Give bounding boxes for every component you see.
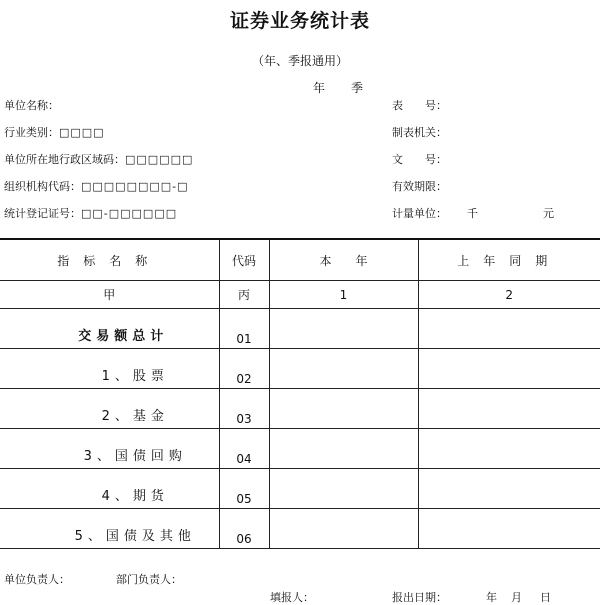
header-name: 指标名称 bbox=[0, 239, 219, 281]
region-label: 单位所在地行政区域码： bbox=[4, 153, 125, 166]
org-code-label: 组织机构代码： bbox=[4, 180, 81, 193]
row-code: 05 bbox=[219, 469, 269, 509]
report-date-label: 报出日期： bbox=[392, 591, 447, 604]
stat-reg-boxes: □□-□□□□□□ bbox=[81, 207, 178, 220]
form-title: 证券业务统计表 bbox=[229, 10, 370, 32]
org-code-boxes: □□□□□□□□-□ bbox=[81, 180, 189, 193]
valid-period-label: 有效期限： bbox=[392, 180, 447, 193]
measure-unit-thousand: 千 bbox=[467, 207, 478, 220]
cell-last-year[interactable] bbox=[418, 429, 600, 469]
row-code: 02 bbox=[219, 349, 269, 389]
industry-boxes: □□□□ bbox=[59, 126, 105, 139]
row-name: 交易额总计 bbox=[0, 309, 219, 349]
dept-head-label: 部门负责人： bbox=[116, 573, 182, 586]
row-code: 03 bbox=[219, 389, 269, 429]
row-code: 04 bbox=[219, 429, 269, 469]
report-month: 月 bbox=[511, 591, 522, 604]
issuer-label: 制表机关： bbox=[392, 126, 447, 139]
header-last-year: 上年同期 bbox=[418, 239, 600, 281]
row-code: 01 bbox=[219, 309, 269, 349]
unit-name-label: 单位名称： bbox=[4, 99, 59, 112]
period-year: 年 bbox=[313, 81, 326, 95]
doc-no-label: 文 号： bbox=[392, 153, 447, 166]
cell-last-year[interactable] bbox=[418, 309, 600, 349]
cell-this-year[interactable] bbox=[269, 509, 418, 549]
subheader-code: 丙 bbox=[219, 281, 269, 309]
cell-last-year[interactable] bbox=[418, 509, 600, 549]
header-this-year: 本 年 bbox=[269, 239, 418, 281]
stat-reg-label: 统计登记证号： bbox=[4, 207, 81, 220]
cell-last-year[interactable] bbox=[418, 469, 600, 509]
table-row bbox=[0, 309, 600, 349]
form-subtitle: （年、季报通用） bbox=[251, 54, 348, 68]
stats-table bbox=[0, 238, 600, 549]
table-row bbox=[0, 469, 600, 509]
table-no-label: 表 号： bbox=[392, 99, 447, 112]
cell-last-year[interactable] bbox=[418, 389, 600, 429]
row-name: 2、基金 bbox=[0, 389, 219, 429]
table-row bbox=[0, 509, 600, 549]
org-code-field bbox=[4, 178, 189, 194]
cell-this-year[interactable] bbox=[269, 309, 418, 349]
report-day: 日 bbox=[540, 591, 551, 604]
row-name: 4、期货 bbox=[0, 469, 219, 509]
period-quarter: 季 bbox=[351, 81, 364, 95]
report-period bbox=[313, 79, 363, 96]
table-subheader-row bbox=[0, 281, 600, 309]
region-field bbox=[4, 151, 193, 167]
table-row bbox=[0, 429, 600, 469]
report-year: 年 bbox=[486, 591, 497, 604]
subheader-name: 甲 bbox=[0, 281, 219, 309]
unit-head-label: 单位负责人： bbox=[4, 573, 70, 586]
table-row bbox=[0, 389, 600, 429]
cell-last-year[interactable] bbox=[418, 349, 600, 389]
header-code: 代码 bbox=[219, 239, 269, 281]
measure-unit-label: 计量单位： bbox=[392, 207, 447, 220]
row-name: 5、国债及其他 bbox=[0, 509, 219, 549]
cell-this-year[interactable] bbox=[269, 429, 418, 469]
table-header-row bbox=[0, 239, 600, 281]
subheader-last-year: 2 bbox=[418, 281, 600, 309]
row-code: 06 bbox=[219, 509, 269, 549]
industry-label: 行业类别： bbox=[4, 126, 59, 139]
industry-field bbox=[4, 124, 105, 140]
stat-reg-field bbox=[4, 205, 177, 221]
cell-this-year[interactable] bbox=[269, 349, 418, 389]
row-name: 1、股票 bbox=[0, 349, 219, 389]
table-row bbox=[0, 349, 600, 389]
cell-this-year[interactable] bbox=[269, 469, 418, 509]
filler-label: 填报人： bbox=[270, 591, 314, 604]
measure-unit-yuan: 元 bbox=[543, 207, 554, 220]
subheader-this-year: 1 bbox=[269, 281, 418, 309]
row-name: 3、国债回购 bbox=[0, 429, 219, 469]
cell-this-year[interactable] bbox=[269, 389, 418, 429]
region-boxes: □□□□□□ bbox=[125, 153, 194, 166]
